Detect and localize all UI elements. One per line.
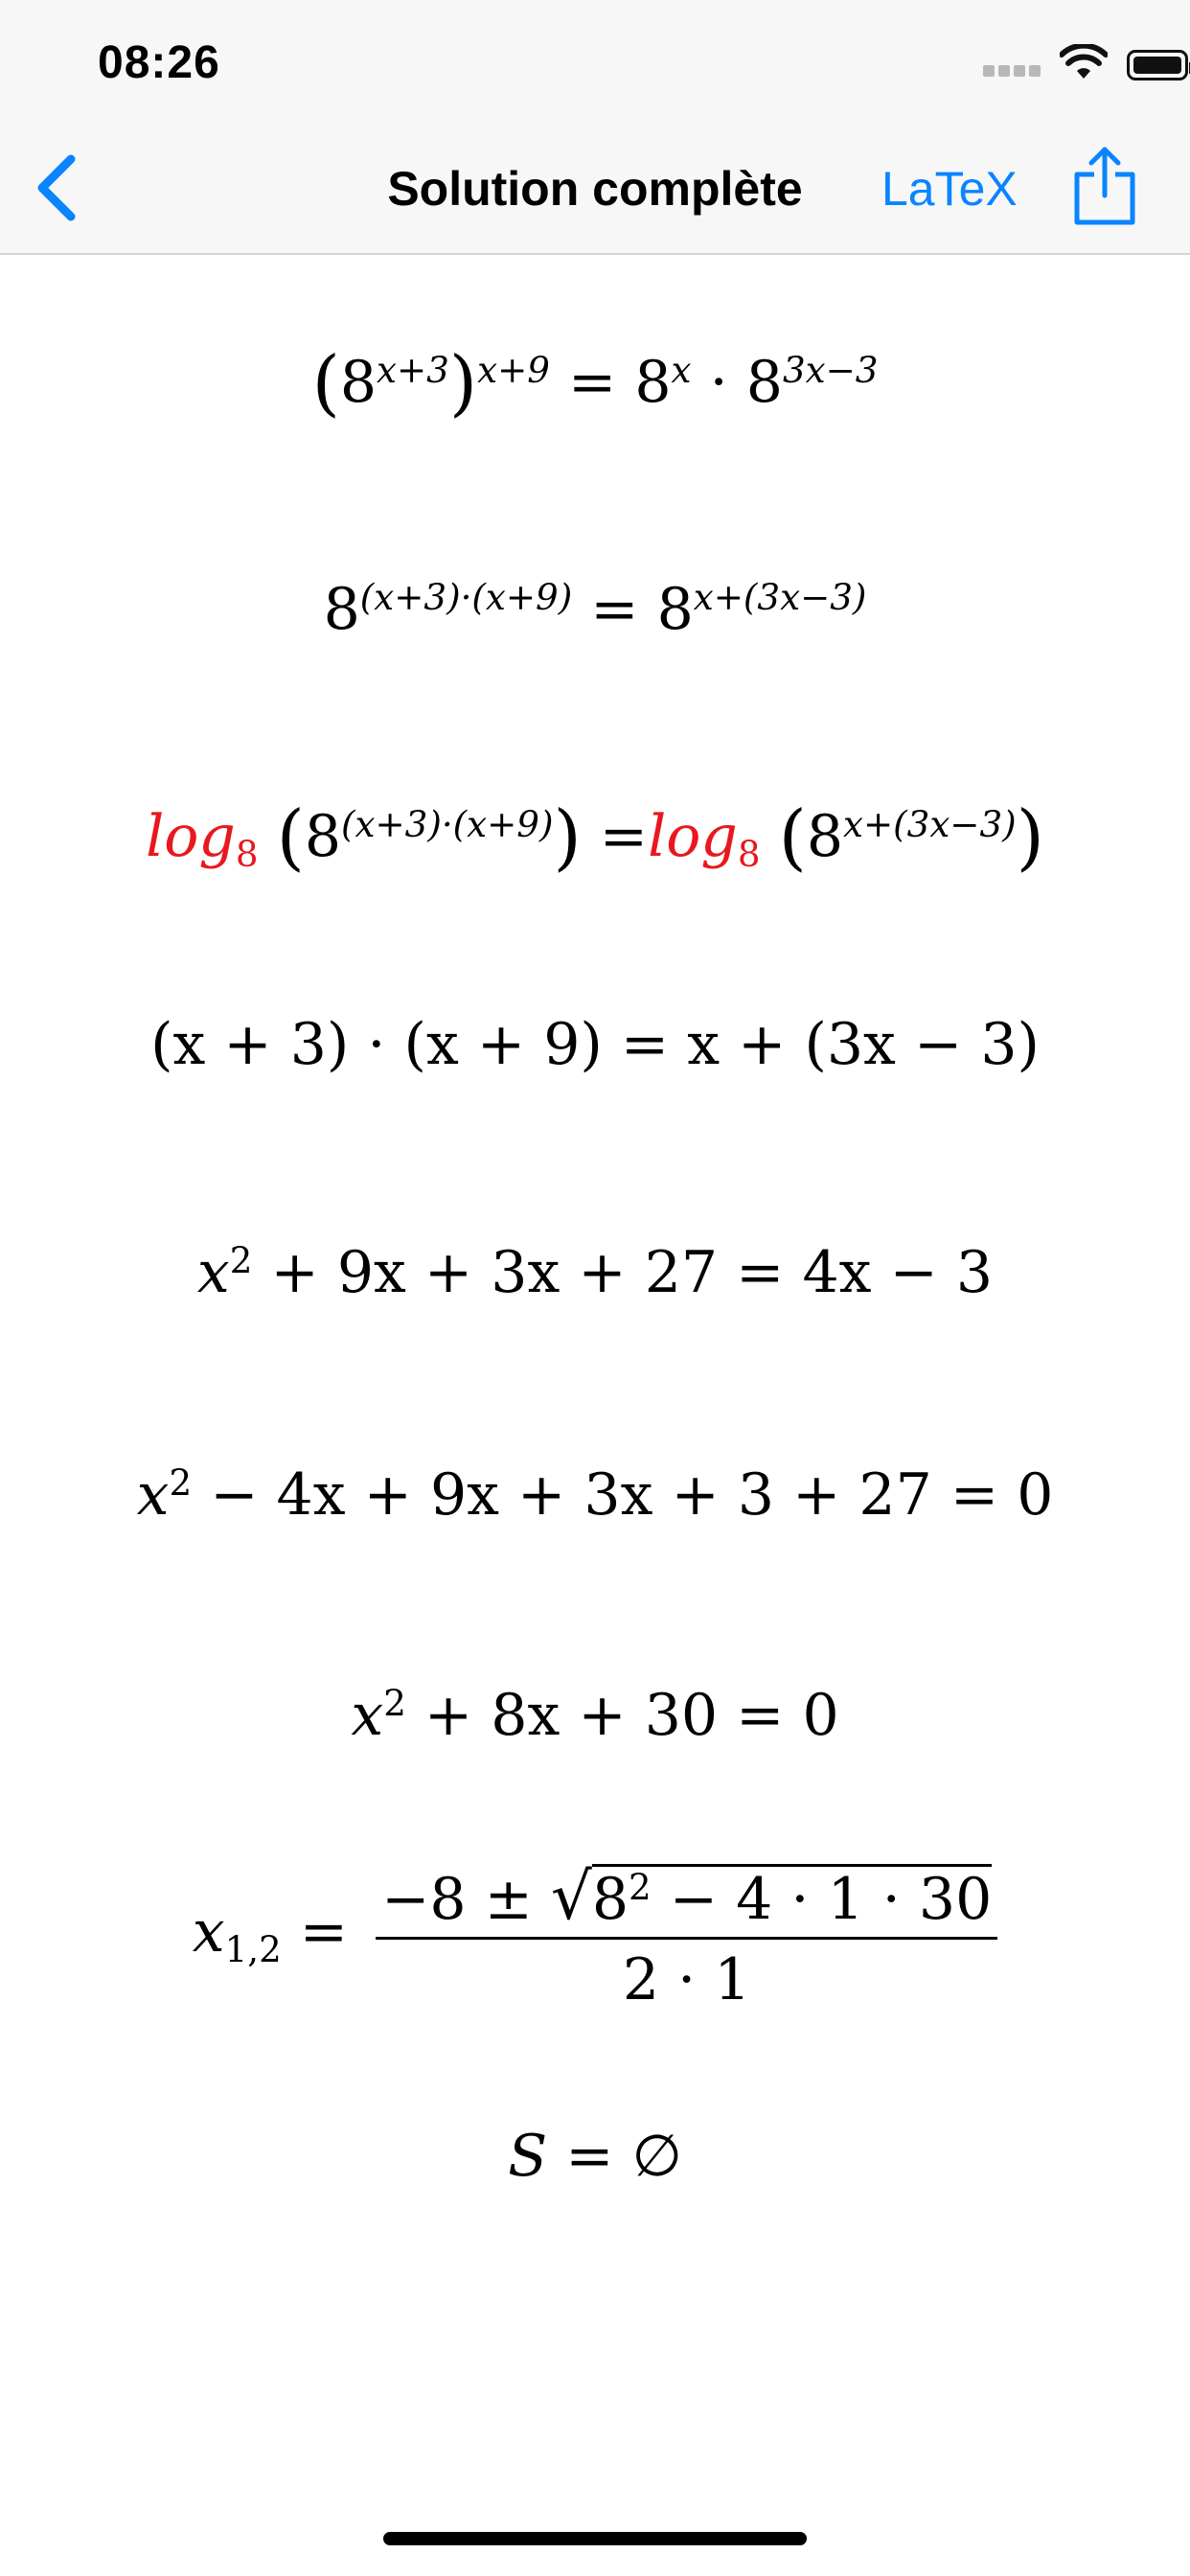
- equation-step-9: S = ∅: [508, 2123, 682, 2190]
- wifi-icon: [1060, 44, 1108, 82]
- equation-step-5: $x^2 + 9x + 3x + 27 = 4x - 3$: [196, 1238, 994, 1306]
- share-button[interactable]: [1071, 146, 1138, 226]
- navigation-bar: [0, 0, 1190, 255]
- equation-step-8: $x_{1,2}$ = $\frac{-8 \pm √8^2 - 4 \cdot 1 \cdot 30}{2 \cdot 1}$: [0, 1864, 1190, 2009]
- page-title: Solution complète: [387, 162, 803, 216]
- home-indicator[interactable]: [383, 2532, 807, 2545]
- signal-icon: [983, 65, 1041, 77]
- share-icon: [1071, 146, 1138, 226]
- equation-step-7: $x^2 + 8x + 30 = 0$: [351, 1681, 839, 1749]
- equation-step-2: $8^{(x+3)\cdot(x+9)} = 8^{x+(3x-3)}$: [323, 575, 867, 643]
- battery-icon: [1127, 50, 1188, 80]
- status-time: 08:26: [98, 37, 220, 88]
- quadratic-fraction: $\frac{-8 \pm √8^2 - 4 \cdot 1 \cdot 30}{2 \cdot 1}$: [376, 1864, 997, 2009]
- equation-step-6: $x^2 - 4x + 9x + 3x + 3 + 27 = 0$: [136, 1460, 1054, 1529]
- equation-step-3: $\log_8 (8^{(x+3)\cdot(x+9)}) =\log_8$ $(8^{x+(3x-3)})$: [146, 794, 1044, 879]
- equation-step-1: $(8^{x+3})^{x+9} = 8^x \cdot 8^{3x-3}$: [311, 340, 879, 425]
- latex-button[interactable]: LaTeX: [881, 162, 1018, 216]
- square-root: $√8^2 - 4 \cdot 1 \cdot 30$: [551, 1859, 993, 1934]
- equation-step-4: (x + 3) · (x + 9) = x + (3x − 3): [150, 1011, 1040, 1078]
